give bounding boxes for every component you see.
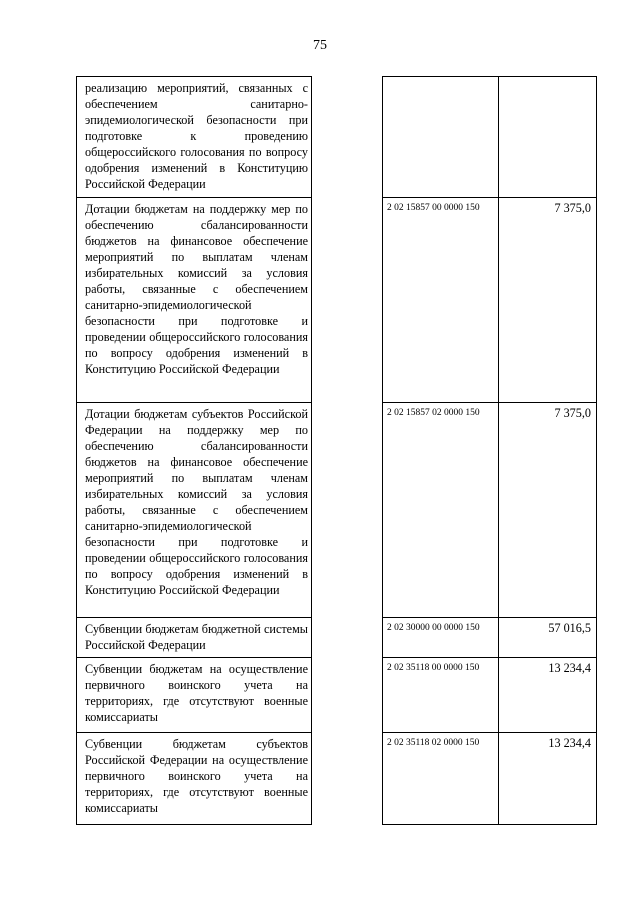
row-description: Субвенции бюджетам на осуществление первичного воинского учета на территориях, где отсутствуют военные комиссариаты <box>85 662 308 724</box>
row-description: реализацию мероприятий, связанных с обеспечением санитарно-эпидемиологической безопасности при подготовке к проведению общероссийского голосования по вопросу одобрения изменений в Конституцию Российской Федерации <box>85 81 308 191</box>
code-cell <box>383 403 499 618</box>
blank-cell <box>312 658 383 733</box>
amount-cell <box>499 77 597 198</box>
amount-cell <box>499 733 597 825</box>
classification-code: 2 02 30000 00 0000 150 <box>387 623 480 633</box>
blank-cell <box>312 733 383 825</box>
amount-cell <box>499 198 597 403</box>
amount-value: 57 016,5 <box>548 621 591 635</box>
description-cell <box>77 658 312 733</box>
description-cell <box>77 403 312 618</box>
row-description: Дотации бюджетам на поддержку мер по обеспечению сбалансированности бюджетов на финансовое обеспечение мероприятий по выплатам членам избирательных комиссий за условия работы, связанные с обеспечением санитарно-эпидемиологической безопасности при подготовке и проведении общероссийского голосования по вопросу одобрения изменений в Конституцию Российской Федерации <box>85 202 308 376</box>
amount-cell <box>499 403 597 618</box>
row-description: Субвенции бюджетам бюджетной системы Российской Федерации <box>85 622 308 652</box>
code-cell <box>383 198 499 403</box>
description-cell <box>77 77 312 198</box>
code-cell <box>383 658 499 733</box>
classification-code: 2 02 35118 02 0000 150 <box>387 738 480 748</box>
amount-cell <box>499 618 597 658</box>
table-row <box>77 77 597 198</box>
table-row <box>77 618 597 658</box>
table-row <box>77 733 597 825</box>
table-row <box>77 198 597 403</box>
code-cell <box>383 733 499 825</box>
classification-code <box>383 77 498 82</box>
amount-value <box>499 77 596 80</box>
classification-code: 2 02 35118 00 0000 150 <box>387 663 480 673</box>
blank-cell <box>312 403 383 618</box>
amount-value: 7 375,0 <box>554 406 591 420</box>
classification-code: 2 02 15857 00 0000 150 <box>387 203 480 213</box>
blank-cell <box>312 618 383 658</box>
page-number: 75 <box>313 38 327 53</box>
row-description: Дотации бюджетам субъектов Российской Федерации на поддержку мер по обеспечению сбалансированности бюджетов на финансовое обеспечение мероприятий по выплатам членам избирательных комиссий за условия работы, связанные с обеспечением санитарно-эпидемиологической безопасности при подготовке и проведении общероссийского голосования по вопросу одобрения изменений в Конституцию Российской Федерации <box>85 407 308 597</box>
description-cell <box>77 198 312 403</box>
row-description: Субвенции бюджетам субъектов Российской Федерации на осуществление первичного воинского учета на территориях, где отсутствуют военные комиссариаты <box>85 737 308 815</box>
table-row <box>77 403 597 618</box>
description-cell <box>77 733 312 825</box>
classification-code: 2 02 15857 02 0000 150 <box>387 408 480 418</box>
description-cell <box>77 618 312 658</box>
amount-value: 13 234,4 <box>548 661 591 675</box>
amount-cell <box>499 658 597 733</box>
amount-value: 7 375,0 <box>554 201 591 215</box>
code-cell <box>383 77 499 198</box>
blank-cell <box>312 198 383 403</box>
amount-value: 13 234,4 <box>548 736 591 750</box>
table-row <box>77 658 597 733</box>
budget-revenue-table <box>76 76 597 825</box>
code-cell <box>383 618 499 658</box>
blank-cell <box>312 77 383 198</box>
